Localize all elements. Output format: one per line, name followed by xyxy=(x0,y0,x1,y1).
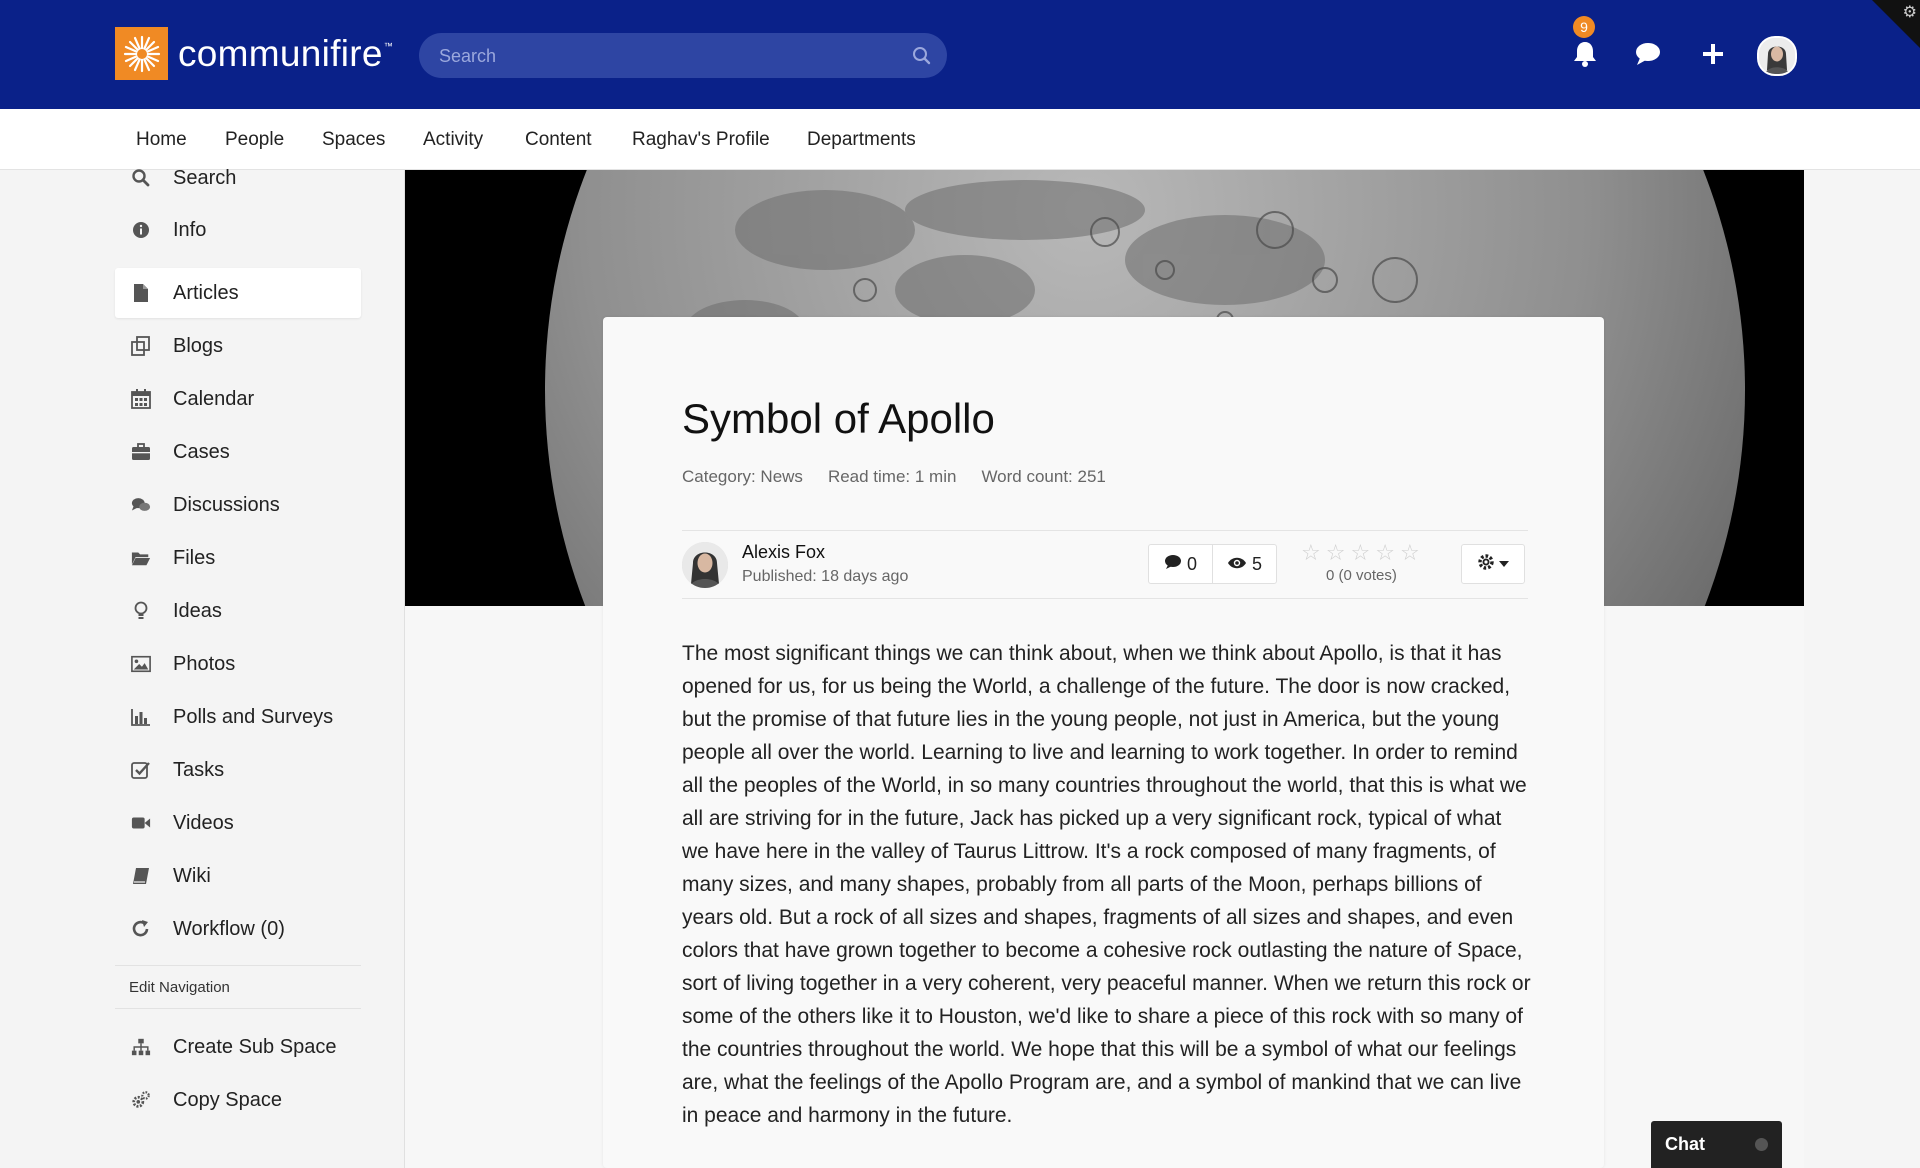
copy-space-button[interactable] xyxy=(115,1075,361,1125)
briefcase-icon xyxy=(131,442,151,462)
sidebar-item-label: Photos xyxy=(173,652,236,675)
trademark-symbol: ™ xyxy=(383,41,393,51)
nav-activity[interactable]: Activity xyxy=(423,129,484,150)
star-icon[interactable]: ☆ xyxy=(1350,540,1371,565)
sidebar-item-photos[interactable] xyxy=(115,639,361,689)
sidebar-item-calendar[interactable] xyxy=(115,374,361,424)
sidebar-item-label: Tasks xyxy=(173,758,225,781)
star-icon[interactable]: ☆ xyxy=(1399,540,1420,565)
meta-divider-top xyxy=(682,530,1528,531)
comments-count[interactable] xyxy=(1149,545,1212,583)
sidebar-item-label: Videos xyxy=(173,811,234,834)
author-avatar[interactable] xyxy=(682,542,728,588)
comment-icon xyxy=(1164,554,1182,575)
sidebar-item-info[interactable] xyxy=(115,205,361,255)
search-icon xyxy=(131,168,151,188)
refresh-icon xyxy=(131,919,151,939)
article-word-count: Word count: 251 xyxy=(981,467,1106,486)
notifications-count-badge: 9 xyxy=(1573,16,1595,38)
article-meta xyxy=(682,467,1106,487)
chat-label: Chat xyxy=(1665,1134,1705,1154)
nav-content[interactable]: Content xyxy=(525,129,592,150)
article-category[interactable]: Category: News xyxy=(682,467,803,486)
sidebar-item-label: Ideas xyxy=(173,599,222,622)
communifire-logo[interactable] xyxy=(115,27,393,80)
sidebar-item-label: Calendar xyxy=(173,387,255,410)
sitemap-icon xyxy=(131,1037,151,1057)
sidebar-divider xyxy=(115,1008,361,1009)
views-count-value: 5 xyxy=(1251,553,1262,574)
sidebar-item-label: Blogs xyxy=(173,334,224,357)
search-icon[interactable] xyxy=(911,45,933,67)
sidebar-item-files[interactable] xyxy=(115,533,361,583)
create-sub-space-button[interactable] xyxy=(115,1022,361,1072)
sidebar-action-label: Copy Space xyxy=(173,1088,282,1111)
article-body: The most significant things we can think about, when we think about Apollo, is that it has opened for us, for us being the World, a challenge of the future. The door is now cracked, but the promise of that future lies in the young people, not just in America, but the young people all over the world. Learning to live and learning to work together. In order to remind all the peoples of the World, in so many countries throughout the world, that this is what we all are striving for in the future, Jack has picked up a very significant rock, typical of what we have here in the valley of Taurus Littrow. It's a rock composed of many fragments, of many sizes, and many shapes, probably from all parts of the Moon, perhaps billions of years old. But a rock of all sizes and shapes, fragments of all sizes and shapes, and even colors that have grown together to become a cohesive rock outlasting the nature of Space, sort of living together in a very coherent, very peaceful manner. When we return this rock or some of the others like it to Houston, we'd like to share a piece of this rock with so many of the countries throughout the world. We hope that this will be a symbol of what our feelings are, what the feelings of the Apollo Program are, and a symbol of mankind that we can live in peace and harmony in the future. xyxy=(682,642,1531,1127)
sidebar-divider xyxy=(115,965,361,966)
top-header xyxy=(0,0,1920,109)
checkbox-icon xyxy=(131,760,151,780)
edit-navigation-link[interactable]: Edit Navigation xyxy=(129,979,230,996)
star-icon[interactable]: ☆ xyxy=(1375,540,1395,565)
article-read-time: Read time: 1 min xyxy=(827,467,957,486)
chat-status-dot xyxy=(1755,1138,1768,1151)
sidebar-action-label: Create Sub Space xyxy=(173,1035,337,1058)
star-rating xyxy=(1301,542,1420,564)
lightbulb-icon xyxy=(131,601,151,621)
sidebar-item-videos[interactable] xyxy=(115,798,361,848)
sidebar-item-label: Polls and Surveys xyxy=(173,705,334,728)
sidebar-item-label: Articles xyxy=(173,281,239,304)
sidebar-item-label: Discussions xyxy=(173,493,280,516)
chat-widget[interactable] xyxy=(1651,1121,1782,1168)
comments-count-value: 0 xyxy=(1186,553,1197,574)
calendar-icon xyxy=(131,389,151,409)
nav-home[interactable]: Home xyxy=(136,129,187,150)
search-input[interactable] xyxy=(419,33,881,80)
article-stats xyxy=(1148,544,1277,584)
sidebar-item-label: Files xyxy=(173,546,216,569)
sidebar-item-blogs[interactable] xyxy=(115,321,361,371)
video-icon xyxy=(131,813,151,833)
gear-icon xyxy=(1477,553,1495,576)
notifications-bell-icon[interactable] xyxy=(1569,38,1601,70)
views-count xyxy=(1212,545,1276,583)
author-name[interactable]: Alexis Fox xyxy=(742,542,826,562)
published-date: Published: 18 days ago xyxy=(742,568,909,585)
star-icon[interactable]: ☆ xyxy=(1325,540,1346,565)
sidebar-item-label: Info xyxy=(173,218,207,241)
folder-icon xyxy=(131,548,151,568)
sidebar-item-wiki[interactable] xyxy=(115,851,361,901)
article-card xyxy=(603,317,1604,1168)
file-icon xyxy=(131,283,151,303)
info-icon xyxy=(131,220,151,240)
sidebar-item-polls-and-surveys[interactable] xyxy=(115,692,361,742)
sidebar-item-workflow[interactable] xyxy=(115,904,361,954)
global-search xyxy=(419,33,947,78)
sidebar-item-search[interactable] xyxy=(115,153,361,203)
meta-divider-bottom xyxy=(682,598,1528,599)
blogs-icon xyxy=(131,336,151,356)
sidebar-item-tasks[interactable] xyxy=(115,745,361,795)
sidebar-item-articles[interactable] xyxy=(115,268,361,318)
book-icon xyxy=(131,866,151,886)
comments-icon xyxy=(131,495,151,515)
nav-people[interactable]: People xyxy=(225,129,285,150)
nav-departments[interactable]: Departments xyxy=(807,129,916,150)
sidebar-item-discussions[interactable] xyxy=(115,480,361,530)
user-avatar[interactable] xyxy=(1757,36,1797,76)
star-icon[interactable]: ☆ xyxy=(1301,540,1321,565)
sidebar-item-label: Search xyxy=(173,166,237,189)
sidebar-item-ideas[interactable] xyxy=(115,586,361,636)
create-plus-icon[interactable] xyxy=(1697,38,1729,70)
bar-chart-icon xyxy=(131,707,151,727)
space-sidebar xyxy=(0,166,405,1168)
image-icon xyxy=(131,654,151,674)
sidebar-item-label: Workflow (0) xyxy=(173,917,285,940)
eye-icon xyxy=(1227,554,1247,575)
article-options-button[interactable] xyxy=(1461,544,1525,584)
settings-gear-icon[interactable]: ⚙ xyxy=(1902,4,1917,21)
logo-text: communifire xyxy=(178,32,383,74)
messages-chat-icon[interactable] xyxy=(1632,38,1664,70)
sidebar-item-cases[interactable] xyxy=(115,427,361,477)
chevron-down-icon xyxy=(1499,555,1509,573)
nav-spaces[interactable]: Spaces xyxy=(322,129,386,150)
sidebar-item-label: Wiki xyxy=(173,864,211,887)
cogs-icon xyxy=(131,1090,151,1110)
sunburst-logo-icon xyxy=(115,27,168,80)
sidebar-item-label: Cases xyxy=(173,440,230,463)
rating-votes: 0 (0 votes) xyxy=(1326,567,1397,584)
article-title: Symbol of Apollo xyxy=(682,395,995,442)
nav-raghavs-profile[interactable]: Raghav's Profile xyxy=(632,129,770,150)
